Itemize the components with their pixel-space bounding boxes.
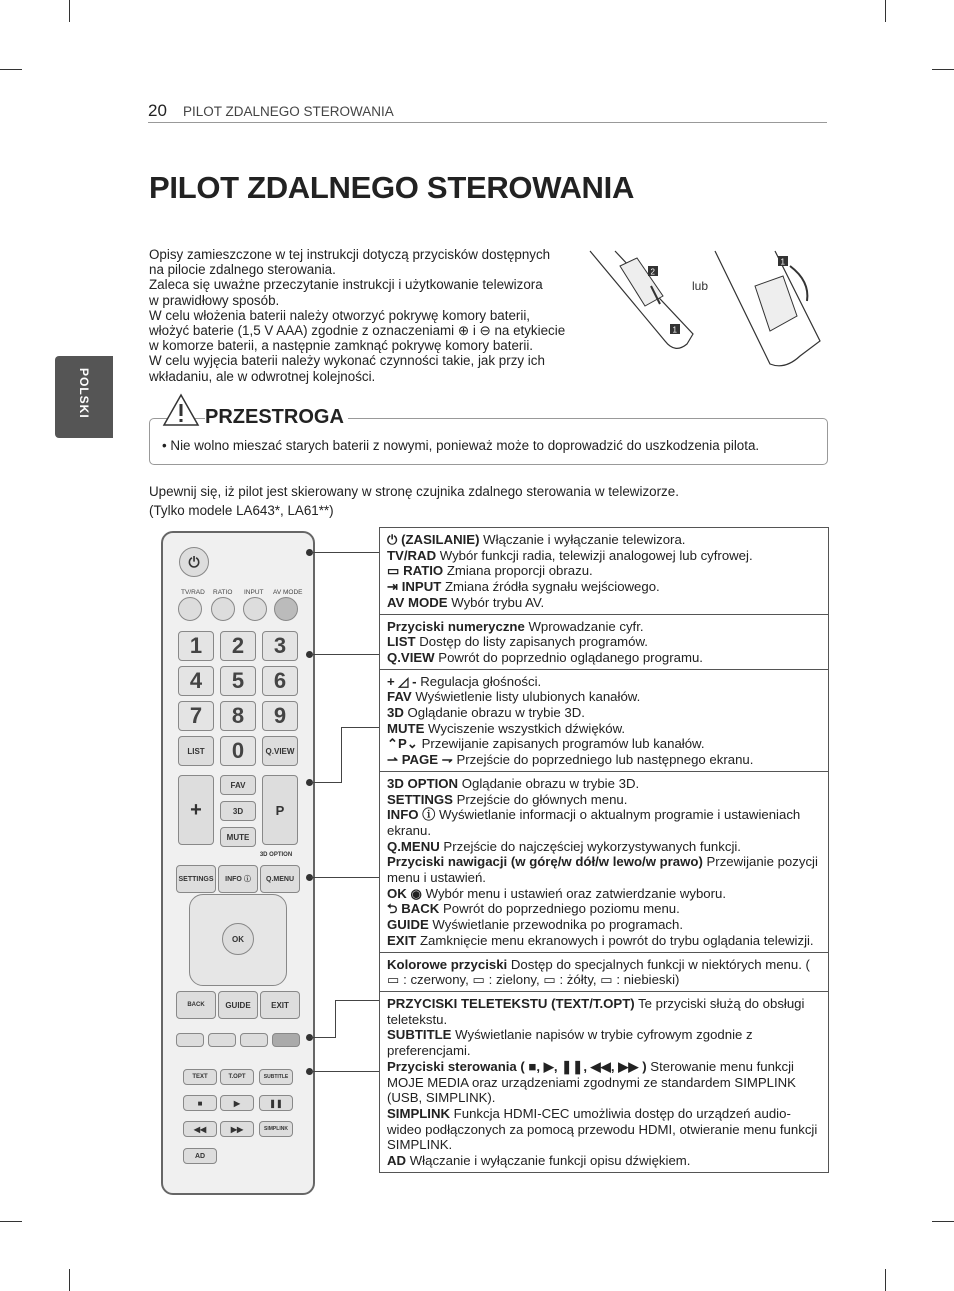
number-key: 1 (178, 631, 214, 661)
function-table (379, 527, 829, 1173)
connector-line (341, 727, 342, 783)
intro-line: w komorze baterii, a następnie zamknąć pokrywę komory baterii. (149, 338, 534, 354)
connector-line (335, 1000, 379, 1001)
table-line: SUBTITLE Wyświetlanie napisów w trybie cyfrowym zgodnie z preferencjami. (387, 1027, 753, 1059)
table-line: GUIDE Wyświetlanie przewodnika po programach. (387, 917, 683, 933)
warning-icon (162, 393, 200, 427)
settings-button: SETTINGS (176, 865, 216, 893)
connector-line (311, 1037, 335, 1038)
header-section: PILOT ZDALNEGO STEROWANIA (183, 104, 394, 119)
table-line: Kolorowe przyciski Dostęp do specjalnych funkcji w niektórych menu. ( ▭ : czerwony, ▭ : zielony, ▭ : żółty, ▭ : niebieski) (387, 956, 810, 988)
caution-title: PRZESTROGA (205, 406, 348, 429)
exit-button: EXIT (260, 991, 300, 1019)
header-rule (148, 122, 827, 123)
table-line: INFO ⓘ Wyświetlanie informacji o aktualnym programie i ustawieniach ekranu. (387, 807, 801, 838)
battery-illustration (585, 246, 830, 376)
connector-line (311, 654, 379, 655)
table-line: ▭ RATIO Zmiana proporcji obrazu. (387, 563, 593, 579)
number-key: 6 (262, 666, 298, 696)
power-icon: ⏻ (179, 547, 209, 577)
fast-forward-button: ▶▶ (220, 1121, 254, 1137)
pause-button: ❚❚ (259, 1095, 293, 1111)
number-key: 5 (220, 666, 256, 696)
q-view-button: Q.VIEW (262, 736, 298, 766)
remote-label: TV/RAD (181, 589, 205, 596)
tv-rad-button (178, 597, 202, 621)
table-line: Przyciski nawigacji (w górę/w dół/w lewo/w prawo) Przewijanie pozycji menu i ustawień. (387, 854, 818, 886)
table-line: 3D Oglądanie obrazu w trybie 3D. (387, 705, 585, 721)
t-opt-button: T.OPT (220, 1069, 254, 1085)
table-line: + ◿ - Regulacja głośności. (387, 673, 542, 689)
crop-mark (69, 1269, 70, 1291)
volume-rocker: + (178, 775, 214, 845)
connector-line (341, 727, 379, 728)
table-cell-teletext-group (380, 991, 828, 1172)
number-key: 4 (178, 666, 214, 696)
connector-line (311, 552, 379, 553)
table-line: ⇥ INPUT Zmiana źródła sygnału wejściowego. (387, 579, 660, 595)
connector-line (335, 1000, 336, 1038)
pointing-note-line: Upewnij się, iż pilot jest skierowany w stronę czujnika zdalnego sterowania w telewizorze. (149, 484, 679, 499)
table-line: SETTINGS Przejście do głównych menu. (387, 791, 628, 807)
table-line: Przyciski sterowania ( ■, ▶, ❚❚, ◀◀, ▶▶ ) Sterowanie menu funkcji MOJE MEDIA oraz urządzeniami zgodnymi ze standardem SIMPLINK (USB, SIMPLINK). (387, 1058, 796, 1106)
connector-line (311, 1071, 379, 1072)
table-cell-power-group (380, 528, 828, 614)
input-button (243, 597, 267, 621)
ratio-button (211, 597, 235, 621)
pointing-note (149, 482, 679, 520)
table-line: AD Włączanie i wyłączanie funkcji opisu dźwiękiem. (387, 1153, 691, 1169)
mute-button: MUTE (220, 827, 256, 847)
table-line: Q.MENU Przejście do najczęściej wykorzystywanych funkcji. (387, 838, 741, 854)
table-line: OK ◉ Wybór menu i ustawień oraz zatwierdzanie wyboru. (387, 885, 727, 901)
guide-button: GUIDE (218, 991, 258, 1019)
channel-rocker: P (262, 775, 298, 845)
intro-line: wkładaniu, ale w odwrotnej kolejności. (149, 368, 376, 384)
3d-button: 3D (220, 801, 256, 821)
pointing-note-line: (Tylko modele LA643*, LA61**) (149, 503, 334, 518)
table-cell-menu-group (380, 771, 828, 952)
page-number: 20 (148, 101, 167, 120)
crop-mark (0, 1221, 22, 1222)
remote-label: AV MODE (273, 589, 303, 596)
crop-mark (69, 0, 70, 22)
table-line: 3D OPTION Oglądanie obrazu w trybie 3D. (387, 775, 640, 791)
table-line: Q.VIEW Powrót do poprzednio oglądanego programu. (387, 649, 703, 665)
intro-line: Opisy zamieszczone w tej instrukcji dotyczą przycisków dostępnych (149, 247, 551, 262)
remote-label: RATIO (213, 589, 233, 596)
crop-mark (885, 0, 886, 22)
color-button-yellow (240, 1033, 268, 1047)
3d-option-label: 3D OPTION (259, 852, 293, 858)
intro-text (149, 247, 589, 384)
step-badge: 1 (672, 325, 677, 335)
or-label: lub (692, 279, 709, 293)
side-tab-label: POLSKI (77, 368, 91, 419)
fav-button: FAV (220, 775, 256, 795)
table-line: AV MODE Wybór trybu AV. (387, 594, 545, 610)
stop-button: ■ (183, 1095, 217, 1111)
number-key: 7 (178, 701, 214, 731)
connector-line (311, 877, 379, 878)
intro-line: na pilocie zdalnego sterowania. (149, 262, 336, 278)
caution-text: • Nie wolno mieszać starych baterii z nowymi, ponieważ może to doprowadzić do uszkodzenia pilota. (162, 438, 760, 453)
play-button: ▶ (220, 1095, 254, 1111)
intro-line: W celu wyjęcia baterii należy wykonać czynności takie, jak przy ich (149, 353, 545, 369)
number-key: 3 (262, 631, 298, 661)
table-line: PRZYCISKI TELETEKSTU (TEXT/T.OPT) Te przyciski służą do obsługi teletekstu. (387, 995, 805, 1027)
intro-line: w prawidłowy sposób. (149, 292, 280, 308)
intro-line: Zaleca się uważne przeczytanie instrukcji i użytkowanie telewizora (149, 277, 543, 293)
subtitle-button: SUBTITLE (259, 1069, 293, 1085)
step-badge: 1 (780, 257, 785, 267)
number-key: 0 (220, 736, 256, 766)
color-button-blue (272, 1033, 300, 1047)
crop-mark (885, 1269, 886, 1291)
remote-buttons (161, 531, 315, 1195)
table-cell-color-group (380, 952, 828, 991)
list-button: LIST (178, 736, 214, 766)
ok-button: OK (222, 923, 254, 955)
simplink-button: SIMPLINK (259, 1121, 293, 1137)
info-button: INFO ⓘ (218, 865, 258, 893)
color-button-green (208, 1033, 236, 1047)
color-button-red (176, 1033, 204, 1047)
table-line: ⌃P⌄ Przewijanie zapisanych programów lub kanałów. (387, 736, 705, 752)
table-line: SIMPLINK Funkcja HDMI-CEC umożliwia dostęp do urządzeń audio-wideo podłączonych za pomocą przewodu HDMI, otwieranie menu funkcji SIMPLINK. (387, 1105, 818, 1153)
page-title: PILOT ZDALNEGO STEROWANIA (149, 170, 635, 205)
table-line: Przyciski numeryczne Wprowadzanie cyfr. (387, 618, 644, 634)
av-mode-button (274, 597, 298, 621)
crop-mark (932, 69, 954, 70)
table-cell-numeric-group (380, 614, 828, 669)
text-button: TEXT (183, 1069, 217, 1085)
step-badge: 2 (650, 267, 655, 277)
crop-mark (932, 1221, 954, 1222)
remote-label: INPUT (244, 589, 264, 596)
q-menu-button: Q.MENU (260, 865, 300, 893)
ad-button: AD (183, 1148, 217, 1164)
table-line: LIST Dostęp do listy zapisanych programów. (387, 634, 648, 650)
crop-mark (0, 69, 22, 70)
table-line: ⮌ BACK Powrót do poprzedniego poziomu menu. (387, 901, 680, 917)
number-key: 8 (220, 701, 256, 731)
language-side-tab (55, 356, 113, 438)
table-line: EXIT Zamknięcie menu ekranowych i powrót do trybu oglądania telewizji. (387, 932, 814, 948)
table-line: ⏻ (ZASILANIE) Włączanie i wyłączanie telewizora. (387, 532, 686, 547)
back-button: BACK (176, 991, 216, 1019)
number-key: 2 (220, 631, 256, 661)
table-line: MUTE Wyciszenie wszystkich dźwięków. (387, 720, 626, 736)
table-cell-volume-group (380, 669, 828, 771)
intro-line: włożyć baterie (1,5 V AAA) zgodnie z oznaczeniami ⊕ i ⊖ na etykiecie (149, 323, 566, 339)
table-line: FAV Wyświetlenie listy ulubionych kanałów. (387, 689, 641, 705)
table-line: TV/RAD Wybór funkcji radia, telewizji analogowej lub cyfrowej. (387, 547, 753, 563)
intro-line: W celu włożenia baterii należy otworzyć pokrywę komory baterii, (149, 307, 531, 323)
table-line: ⇀ PAGE ⇁ Przejście do poprzedniego lub następnego ekranu. (387, 752, 754, 768)
connector-line (311, 782, 341, 783)
number-key: 9 (262, 701, 298, 731)
rewind-button: ◀◀ (183, 1121, 217, 1137)
